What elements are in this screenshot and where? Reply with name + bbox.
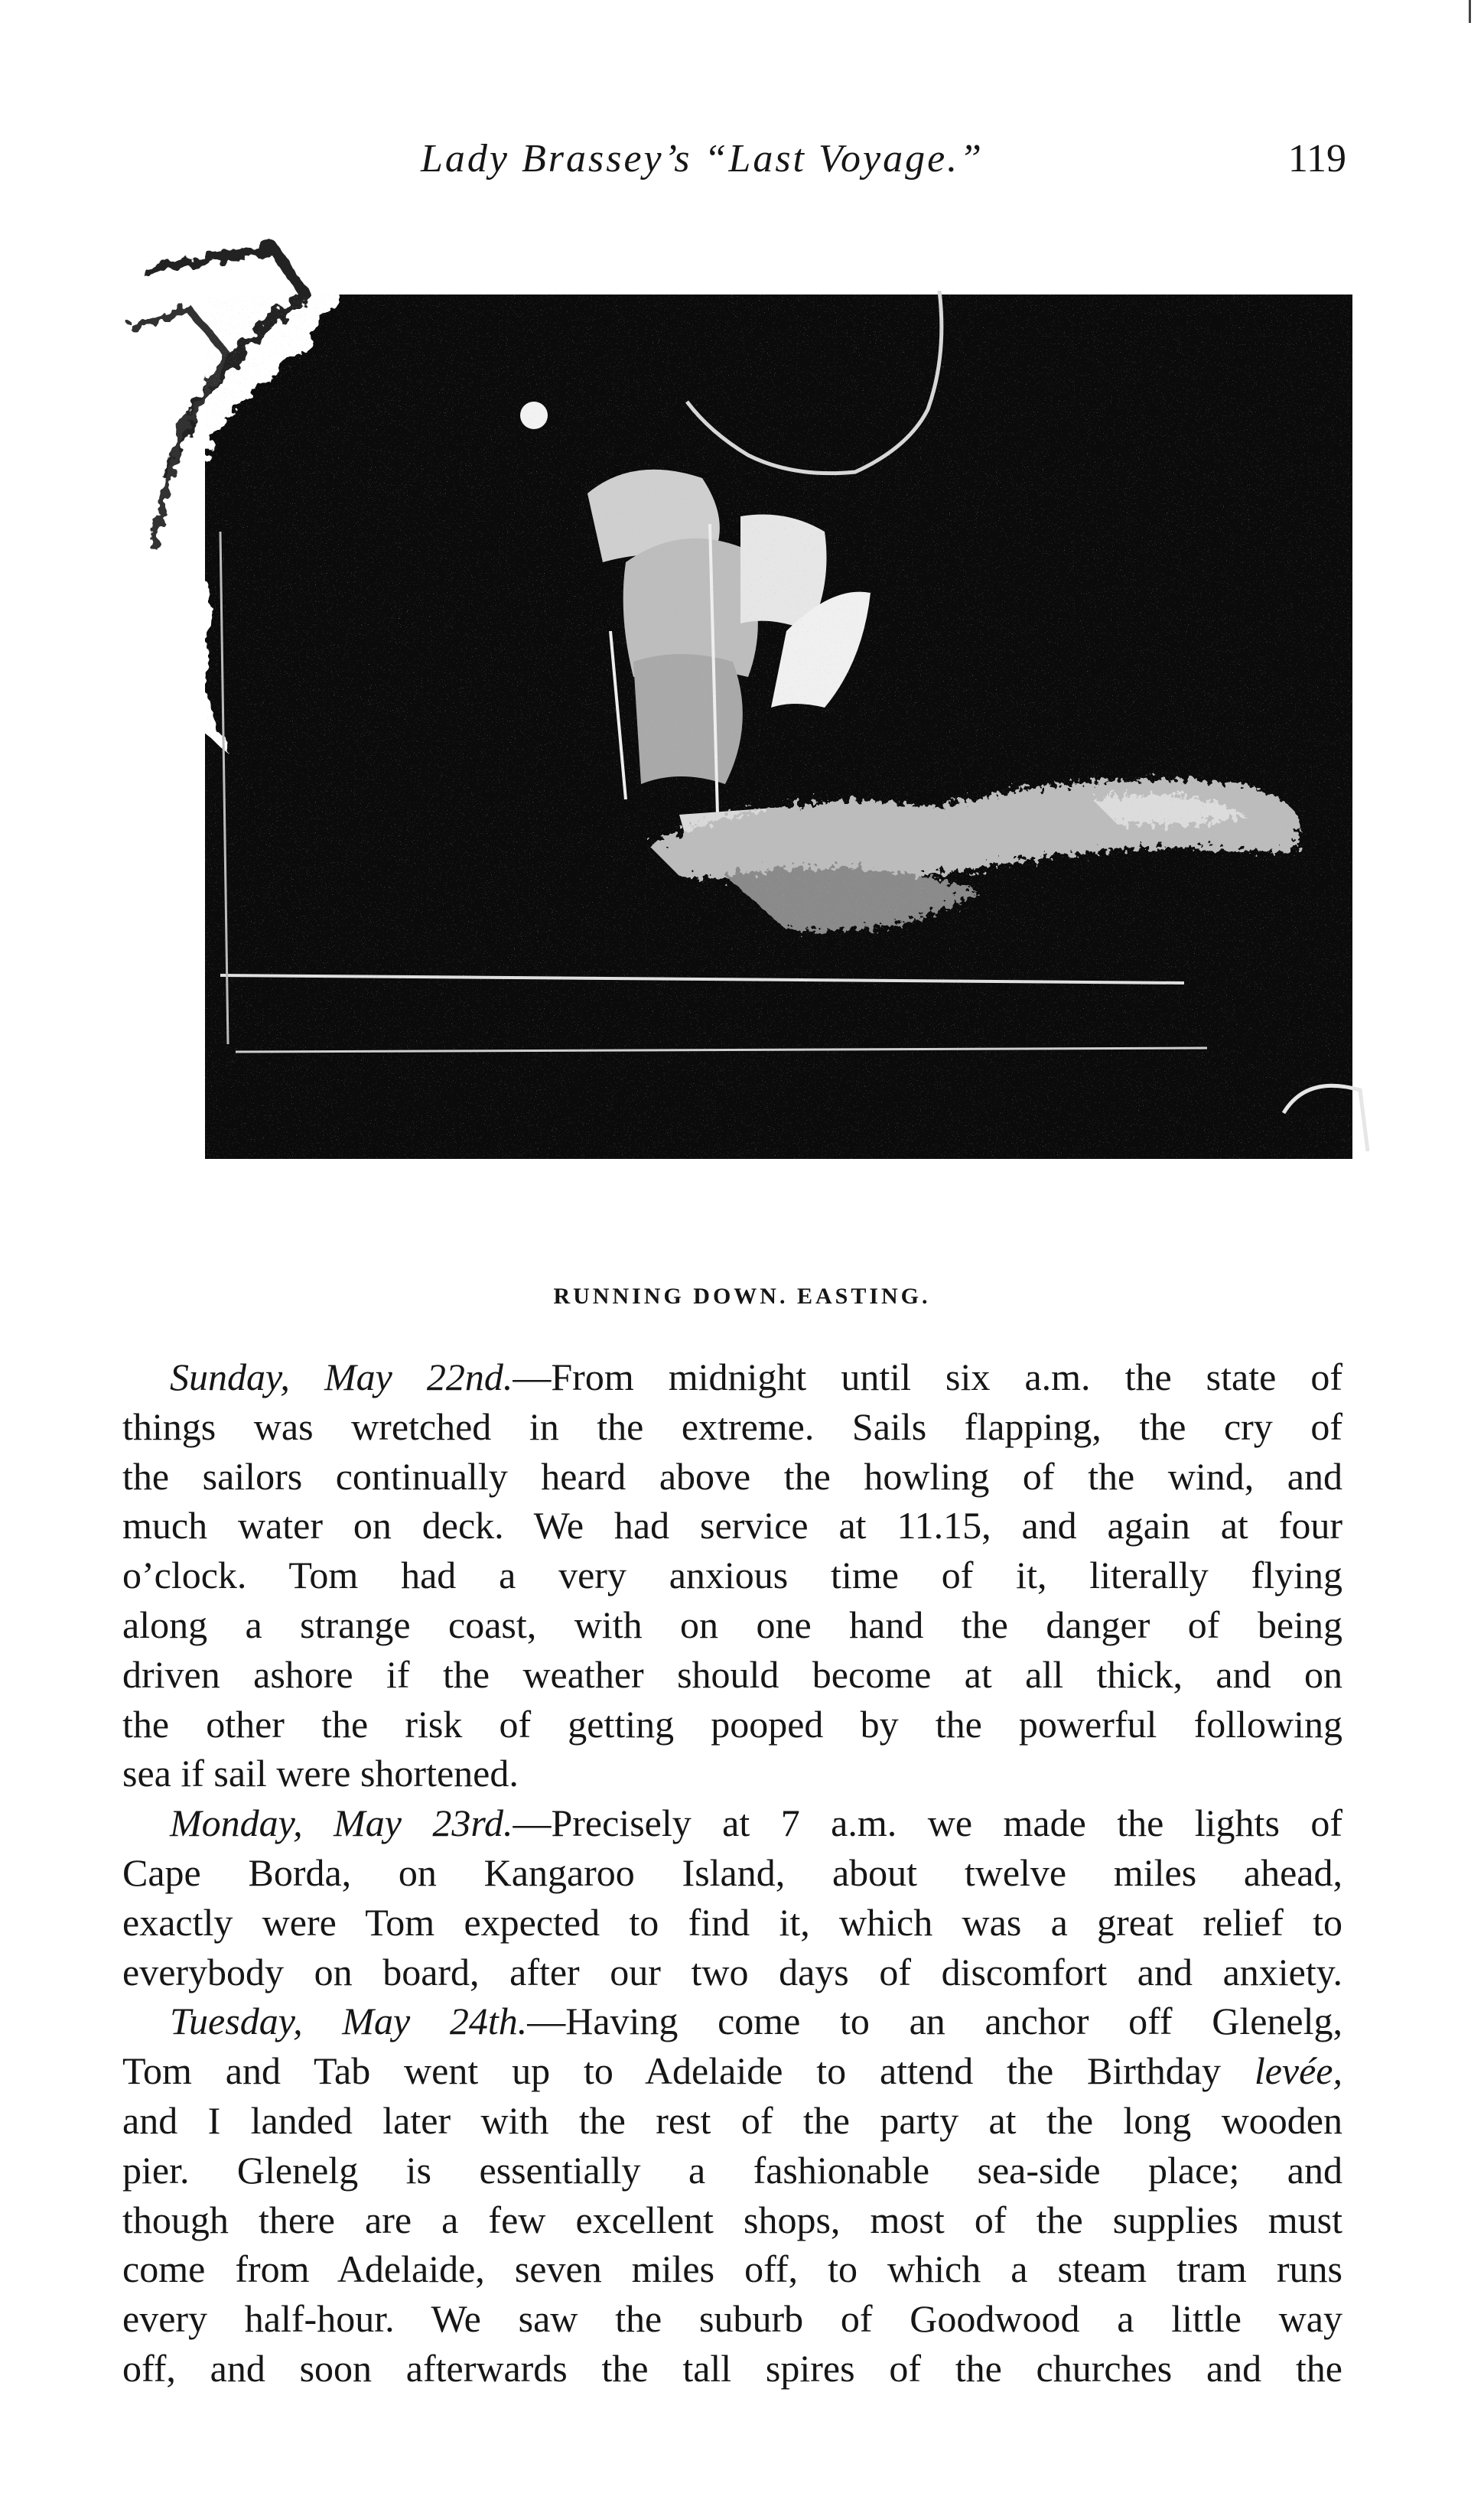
page-edge-mark — [1469, 0, 1471, 23]
text-line: the other the risk of getting pooped by the powerful following — [122, 1702, 1342, 1746]
ship-illustration — [98, 203, 1391, 1243]
running-head-title: Lady Brassey’s “Last Voyage.” — [421, 137, 984, 181]
diary-date: Monday, May 23rd. — [170, 1801, 513, 1845]
text-line: sea if sail were shortened. — [122, 1752, 519, 1795]
text-line: though there are a few excellent shops, most of the supplies must — [122, 2198, 1342, 2241]
text-line: the sailors continually heard above the howling of the wind, and — [122, 1454, 1342, 1498]
text-line: o’clock. Tom had a very anxious time of it, literally flying — [122, 1554, 1342, 1597]
text-line: every half-hour. We saw the suburb of Goodwood a little way — [122, 2297, 1342, 2341]
diary-date: Sunday, May 22nd. — [170, 1356, 513, 1398]
text-line: and I landed later with the rest of the party at the long wooden — [122, 2098, 1342, 2142]
print-grain — [205, 295, 1352, 1159]
body-text — [122, 1352, 1342, 2394]
text-line: Sunday, May 22nd.—From midnight until six a.m. the state of — [170, 1356, 1342, 1398]
text-line: Monday, May 23rd.—Precisely at 7 a.m. we made the lights of — [170, 1801, 1342, 1845]
text-line: come from Adelaide, seven miles off, to which a steam tram runs — [122, 2247, 1342, 2291]
text-line: pier. Glenelg is essentially a fashionable sea-side place; and — [122, 2148, 1342, 2192]
page-number: 119 — [1287, 137, 1346, 181]
text-line: Tom and Tab went up to Adelaide to attend the Birthday levée, — [122, 2049, 1342, 2093]
text-line: along a strange coast, with on one hand the danger of being — [122, 1603, 1342, 1646]
text-line: everybody on board, after our two days of discomfort and anxiety. — [122, 1950, 1342, 1993]
text-line: Tuesday, May 24th.—Having come to an anchor off Glenelg, — [170, 2000, 1342, 2043]
text-line: Cape Borda, on Kangaroo Island, about twelve miles ahead, — [122, 1850, 1342, 1894]
illustration-plate — [98, 203, 1391, 1243]
italic-word: levée, — [1254, 2049, 1342, 2093]
text-line: driven ashore if the weather should become at all thick, and on — [122, 1652, 1342, 1696]
text-line: off, and soon afterwards the tall spires of the churches and the — [122, 2346, 1342, 2390]
diary-date: Tuesday, May 24th. — [170, 2000, 528, 2043]
text-line: much water on deck. We had service at 11.15, and again at four — [122, 1504, 1342, 1548]
illustration-caption: RUNNING DOWN. EASTING. — [553, 1284, 931, 1309]
running-head — [122, 136, 1346, 197]
text-line: things was wretched in the extreme. Sails flapping, the cry of — [122, 1404, 1342, 1448]
text-line: exactly were Tom expected to find it, which was a great relief to — [122, 1900, 1342, 1944]
